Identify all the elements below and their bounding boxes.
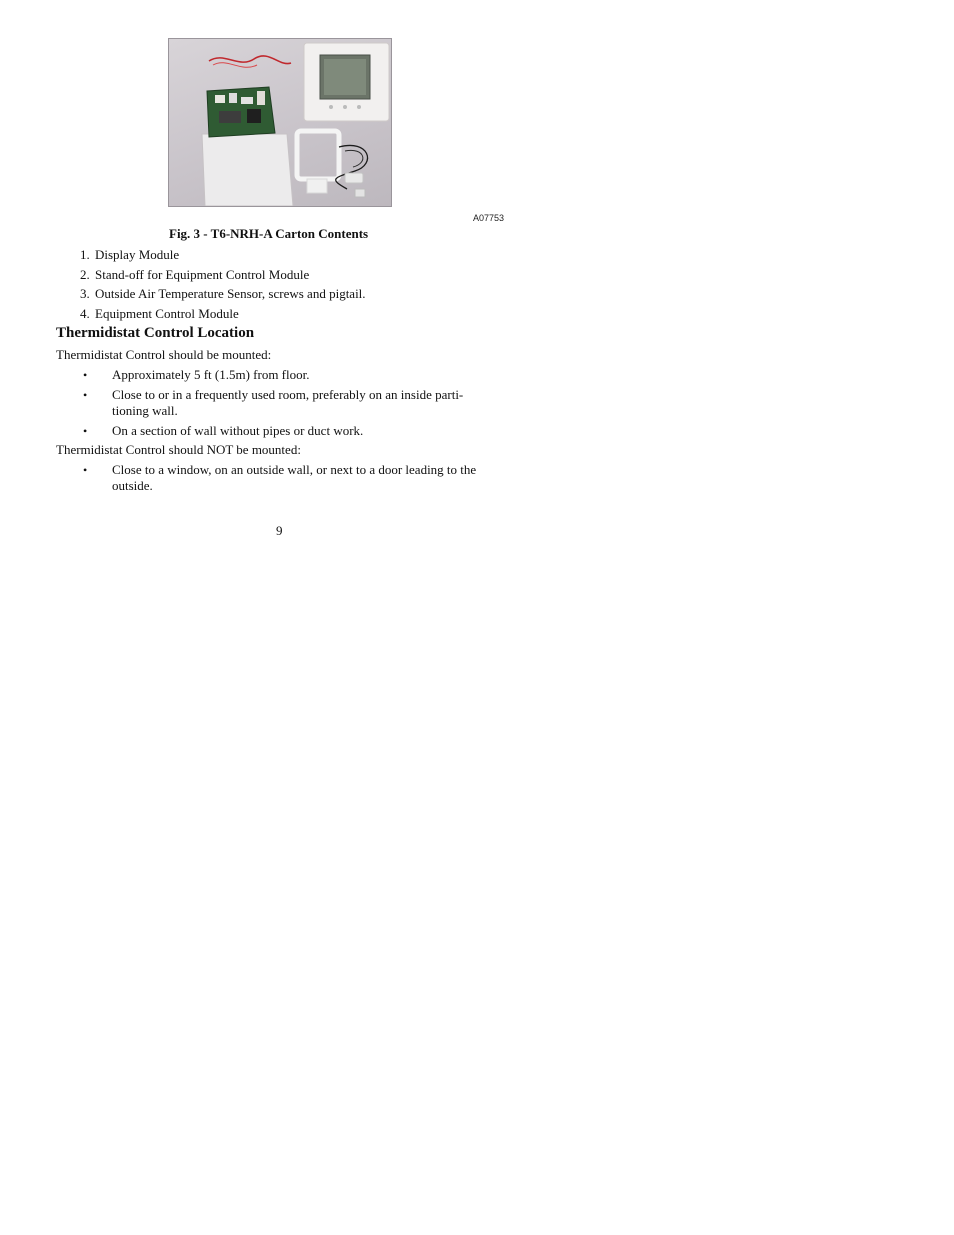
list-item-text: Equipment Control Module [95,306,239,322]
carton-contents-list [80,247,366,326]
not-mount-intro-text: Thermidistat Control should NOT be mounted: [56,442,301,457]
carton-contents-illustration [169,39,391,206]
list-item-text: Stand-off for Equipment Control Module [95,266,310,282]
bullet-text: Close to or in a frequently used room, preferably on an inside parti- tioning wall. [112,387,464,418]
figure-code: A07753 [473,213,505,223]
mount-bullet [83,423,513,439]
list-item-number: 1. [80,247,90,262]
bullet-text: On a section of wall without pipes or duct work. [112,423,364,438]
bullet-icon: • [83,424,88,438]
list-item [80,247,366,267]
mount-bullet [83,387,513,419]
list-item [80,286,366,306]
bullet-icon: • [83,388,88,402]
bullet-icon: • [83,368,88,382]
mount-bullet [83,367,513,383]
list-item [80,306,366,326]
not-mount-bullet [83,462,513,494]
list-item [80,267,366,287]
bullet-icon: • [83,463,88,477]
bullet-text: Approximately 5 ft (1.5m) from floor. [112,367,310,382]
carton-contents-photo [169,39,391,206]
figure-caption: Fig. 3 - T6-NRH-A Carton Contents [169,226,369,241]
mount-intro-text: Thermidistat Control should be mounted: [56,347,272,362]
list-item-number: 4. [80,306,90,322]
section-heading: Thermidistat Control Location [56,325,255,341]
list-item-text: Outside Air Temperature Sensor, screws and pigtail. [95,286,366,302]
bullet-text: Close to a window, on an outside wall, or next to a door leading to the outside. [112,462,477,493]
list-item-text: Display Module [95,247,180,262]
list-item-number: 2. [80,266,90,282]
page-number: 9 [276,523,283,538]
list-item-number: 3. [80,286,90,302]
